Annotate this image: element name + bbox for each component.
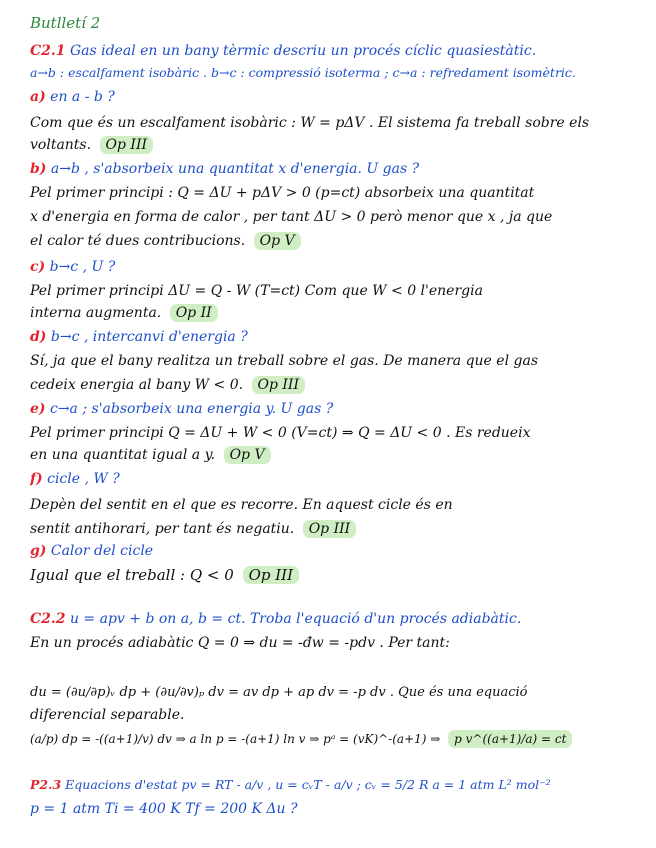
problem-p23-data: p = 1 atm Ti = 400 K Tf = 200 K Δu ?: [30, 801, 298, 817]
question-c: [30, 258, 630, 276]
answer-f-text: sentit antihorari, per tant és negatiu.: [30, 521, 295, 537]
problem-c22-equation-2: diferencial separable.: [30, 707, 185, 723]
question-g-label: g): [30, 543, 47, 559]
question-a-text: en a - b ?: [50, 89, 115, 105]
equation-3: (a/p) dp = -((a+1)/v) dv ⇒ a ln p = -(a+1) ln v ⇒ pᵃ = (vK)^-(a+1) ⇒: [30, 732, 441, 746]
question-d-label: d): [30, 329, 47, 345]
answer-f-option: Op III: [303, 520, 356, 538]
answer-f-line-2: [30, 520, 630, 538]
answer-c-text: interna augmenta.: [30, 305, 162, 321]
page-title: Butlletí 2: [30, 14, 101, 32]
question-g-text: Calor del cicle: [50, 543, 154, 559]
question-b-text: a→b , s'absorbeix una quantitat x d'energia. U gas ?: [50, 161, 420, 177]
question-d-text: b→c , intercanvi d'energia ?: [50, 329, 248, 345]
problem-c21-processes: a→b : escalfament isobàric . b→c : compressió isoterma ; c→a : refredament isomètric.: [30, 65, 576, 80]
problem-c22-label: C2.2: [30, 611, 66, 627]
answer-b-line-3: [30, 232, 630, 250]
problem-p23-text: Equacions d'estat pv = RT - a/v , u = cᵥT - a/v ; cᵥ = 5/2 R a = 1 atm L² mol⁻²: [65, 777, 551, 792]
answer-e-text: en una quantitat igual a y.: [30, 447, 216, 463]
equation-1-note: . Que és una equació: [389, 685, 528, 700]
answer-d-option: Op III: [252, 376, 305, 394]
equation-3-result: p v^((a+1)/a) = ct: [448, 730, 572, 748]
answer-c-line-1: Pel primer principi ΔU = Q - W (T=ct) Com que W < 0 l'energia: [30, 283, 483, 299]
answer-b-line-2: x d'energia en forma de calor , per tant ΔU > 0 però menor que x , ja que: [30, 209, 553, 225]
answer-d-text: cedeix energia al bany W < 0.: [30, 377, 244, 393]
answer-g-option: Op III: [243, 566, 299, 584]
answer-b-text: el calor té dues contribucions.: [30, 233, 246, 249]
answer-a-text: voltants.: [30, 137, 92, 153]
problem-c21-label: C2.1: [30, 43, 66, 59]
question-c-text: b→c , U ?: [49, 259, 116, 275]
answer-b-line-1: Pel primer principi : Q = ΔU + pΔV > 0 (p=ct) absorbeix una quantitat: [30, 185, 535, 201]
problem-c22-line-2: En un procés adiabàtic Q = 0 ⇒ du = -đw = -pdv . Per tant:: [30, 635, 450, 651]
answer-a-line-1: Com que és un escalfament isobàric : W = pΔV . El sistema fa treball sobre els: [30, 115, 590, 131]
problem-p23-label: P2.3: [30, 777, 62, 792]
problem-p23-statement: [30, 776, 630, 794]
problem-c21-text: Gas ideal en un bany tèrmic descriu un procés cíclic quasiestàtic.: [69, 43, 537, 59]
answer-e-line-1: Pel primer principi Q = ΔU + W < 0 (V=ct) ⇒ Q = ΔU < 0 . Es redueix: [30, 425, 531, 441]
question-f-label: f): [30, 471, 43, 487]
question-a: [30, 88, 630, 106]
answer-d-line-2: [30, 376, 630, 394]
question-e-text: c→a ; s'absorbeix una energia y. U gas ?: [49, 401, 334, 417]
question-d: [30, 328, 630, 346]
problem-c21-statement: [30, 42, 630, 60]
answer-c-option: Op II: [170, 304, 218, 322]
question-b: [30, 160, 630, 178]
question-a-label: a): [30, 89, 46, 105]
problem-c22-equation-1: [30, 684, 630, 702]
answer-a-option: Op III: [100, 136, 153, 154]
answer-g-text: Igual que el treball : Q < 0: [30, 566, 234, 584]
answer-g-line-1: [30, 566, 630, 584]
question-c-label: c): [30, 259, 46, 275]
problem-c22-equation-3: [30, 730, 630, 748]
question-g: [30, 542, 630, 560]
question-f: [30, 470, 630, 488]
question-b-label: b): [30, 161, 47, 177]
problem-c22-statement: [30, 610, 630, 628]
answer-b-option: Op V: [254, 232, 301, 250]
question-e-label: e): [30, 401, 46, 417]
problem-c22-text: u = apv + b on a, b = ct. Troba l'equació d'un procés adiabàtic.: [69, 611, 522, 627]
equation-1: du = (∂u/∂p)ᵥ dp + (∂u/∂v)ₚ dv = av dp + ap dv = -p dv: [30, 685, 386, 700]
answer-e-line-2: [30, 446, 630, 464]
answer-c-line-2: [30, 304, 630, 322]
question-f-text: cicle , W ?: [47, 471, 120, 487]
answer-e-option: Op V: [224, 446, 271, 464]
question-e: [30, 400, 630, 418]
answer-a-line-2: [30, 136, 630, 154]
answer-d-line-1: Sí, ja que el bany realitza un treball sobre el gas. De manera que el gas: [30, 353, 538, 369]
answer-f-line-1: Depèn del sentit en el que es recorre. En aquest cicle és en: [30, 497, 453, 513]
